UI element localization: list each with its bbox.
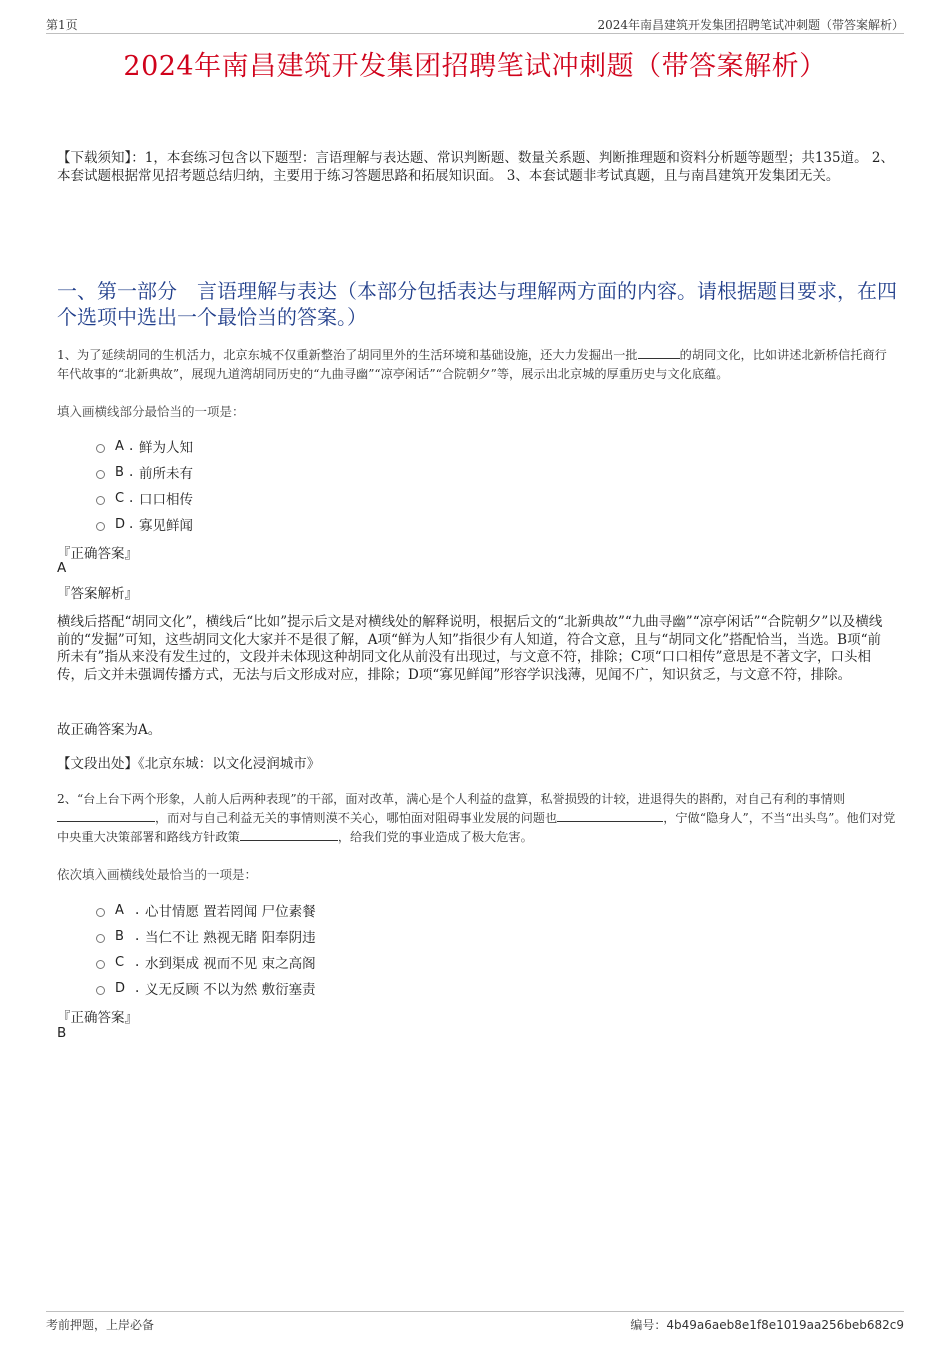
analysis-label: 『答案解析』 (57, 586, 138, 602)
question-2-prompt: 依次填入画横线处最恰当的一项是： (57, 867, 258, 882)
question-1-text: 1、为了延续胡同的生机活力，北京东城不仅重新整治了胡同里外的生活环境和基础设施，还大力发掘出一批 的胡同文化，比如讲述北新桥信托商行年代故事的“北新典故”，展现九道湾胡同历史的“九曲寻幽”“凉亭闲话”“合院朝夕”等，展示出北京城的厚重历史与文化底蕴。 (57, 348, 887, 381)
radio-button[interactable] (96, 908, 105, 917)
correct-answer: A (57, 560, 67, 576)
answer-blank (557, 809, 663, 822)
option-c[interactable]: C . 水到渠成 视而不见 束之高阁 (96, 949, 316, 975)
answer-conclusion: 故正确答案为A。 (57, 722, 162, 738)
option-d[interactable]: D . 寡见鲜闻 (96, 511, 193, 537)
correct-answer: B (57, 1025, 67, 1041)
answer-analysis: 横线后搭配“胡同文化”，横线后“比如”提示后文是对横线处的解释说明，根据后文的“北新典故”“九曲寻幽”“凉亭闲话”“合院朝夕”以及横线前的“发掘”可知，这些胡同文化大家并不是很了解，A项“鲜为人知”指很少有人知道，符合文意，且与“胡同文化”搭配恰当，当选。B项“前所未有”指从来没有发生过的，文段并未体现这种胡同文化从前没有出现过，与文意不符，排除；C项“口口相传”意思是不著文字，口头相传，后文并未强调传播方式，无法与后文形成对应，排除；D项“寡见鲜闻”形容学识浅薄，见闻不广，知识贫乏，与文意不符，排除。 (57, 614, 883, 683)
header-doc-name: 2024年南昌建筑开发集团招聘笔试冲刺题（带答案解析） (597, 18, 904, 32)
question-1-options (96, 433, 193, 537)
radio-button[interactable] (96, 522, 105, 531)
page-header (46, 16, 904, 34)
radio-button[interactable] (96, 496, 105, 505)
radio-button[interactable] (96, 444, 105, 453)
option-b[interactable]: B . 当仁不让 熟视无睹 阳奉阴违 (96, 923, 316, 949)
footer-slogan: 考前押题，上岸必备 (46, 1318, 155, 1332)
question-2-text: 2、“台上台下两个形象，人前人后两种表现”的干部，面对改革，满心是个人利益的盘算，私誉损毁的计较，进退得失的斟酌，对自己有利的事情则，而对与自己利益无关的事情则漠不关心，哪怕面对阻碍事业发展的问题也 ，宁做“隐身人”，不当“出头鸟”。他们对党中央重大决策部署和路线方针政策 ，给我们党的事业造成了极大危害。 (57, 792, 896, 844)
question-1-prompt: 填入画横线部分最恰当的一项是： (57, 404, 245, 419)
option-b[interactable]: B . 前所未有 (96, 459, 193, 485)
question-2-options (96, 897, 316, 1001)
answer-blank (638, 346, 680, 359)
radio-button[interactable] (96, 470, 105, 479)
page-footer (46, 1311, 904, 1332)
section-title: 一、第一部分 言语理解与表达（本部分包括表达与理解两方面的内容。请根据题目要求，在四个选项中选出一个最恰当的答案。） (57, 279, 897, 329)
radio-button[interactable] (96, 934, 105, 943)
option-c[interactable]: C . 口口相传 (96, 485, 193, 511)
option-d[interactable]: D . 义无反顾 不以为然 敷衍塞责 (96, 975, 316, 1001)
radio-button[interactable] (96, 986, 105, 995)
answer-label: 『正确答案』 (57, 546, 138, 562)
passage-source: 【文段出处】《北京东城：以文化浸润城市》 (57, 756, 321, 772)
answer-label: 『正确答案』 (57, 1010, 138, 1026)
answer-blank (57, 809, 155, 822)
answer-blank (240, 828, 338, 841)
option-a[interactable]: A . 心甘情愿 置若罔闻 尸位素餐 (96, 897, 316, 923)
download-notice: 【下载须知】：1，本套练习包含以下题型：言语理解与表达题、常识判断题、数量关系题、判断推理题和资料分析题等题型；共135道。 2、本套试题根据常见招考题总结归纳，主要用于练习答题思路和拓展知识面。 3、本套试题非考试真题，且与南昌建筑开发集团无关。 (57, 150, 894, 184)
page-number: 第1页 (46, 18, 78, 32)
document-title: 2024年南昌建筑开发集团招聘笔试冲刺题（带答案解析） (123, 51, 827, 82)
option-a[interactable]: A . 鲜为人知 (96, 433, 193, 459)
radio-button[interactable] (96, 960, 105, 969)
document-code: 编号：4b49a6aeb8e1f8e1019aa256beb682c9 (630, 1318, 904, 1332)
